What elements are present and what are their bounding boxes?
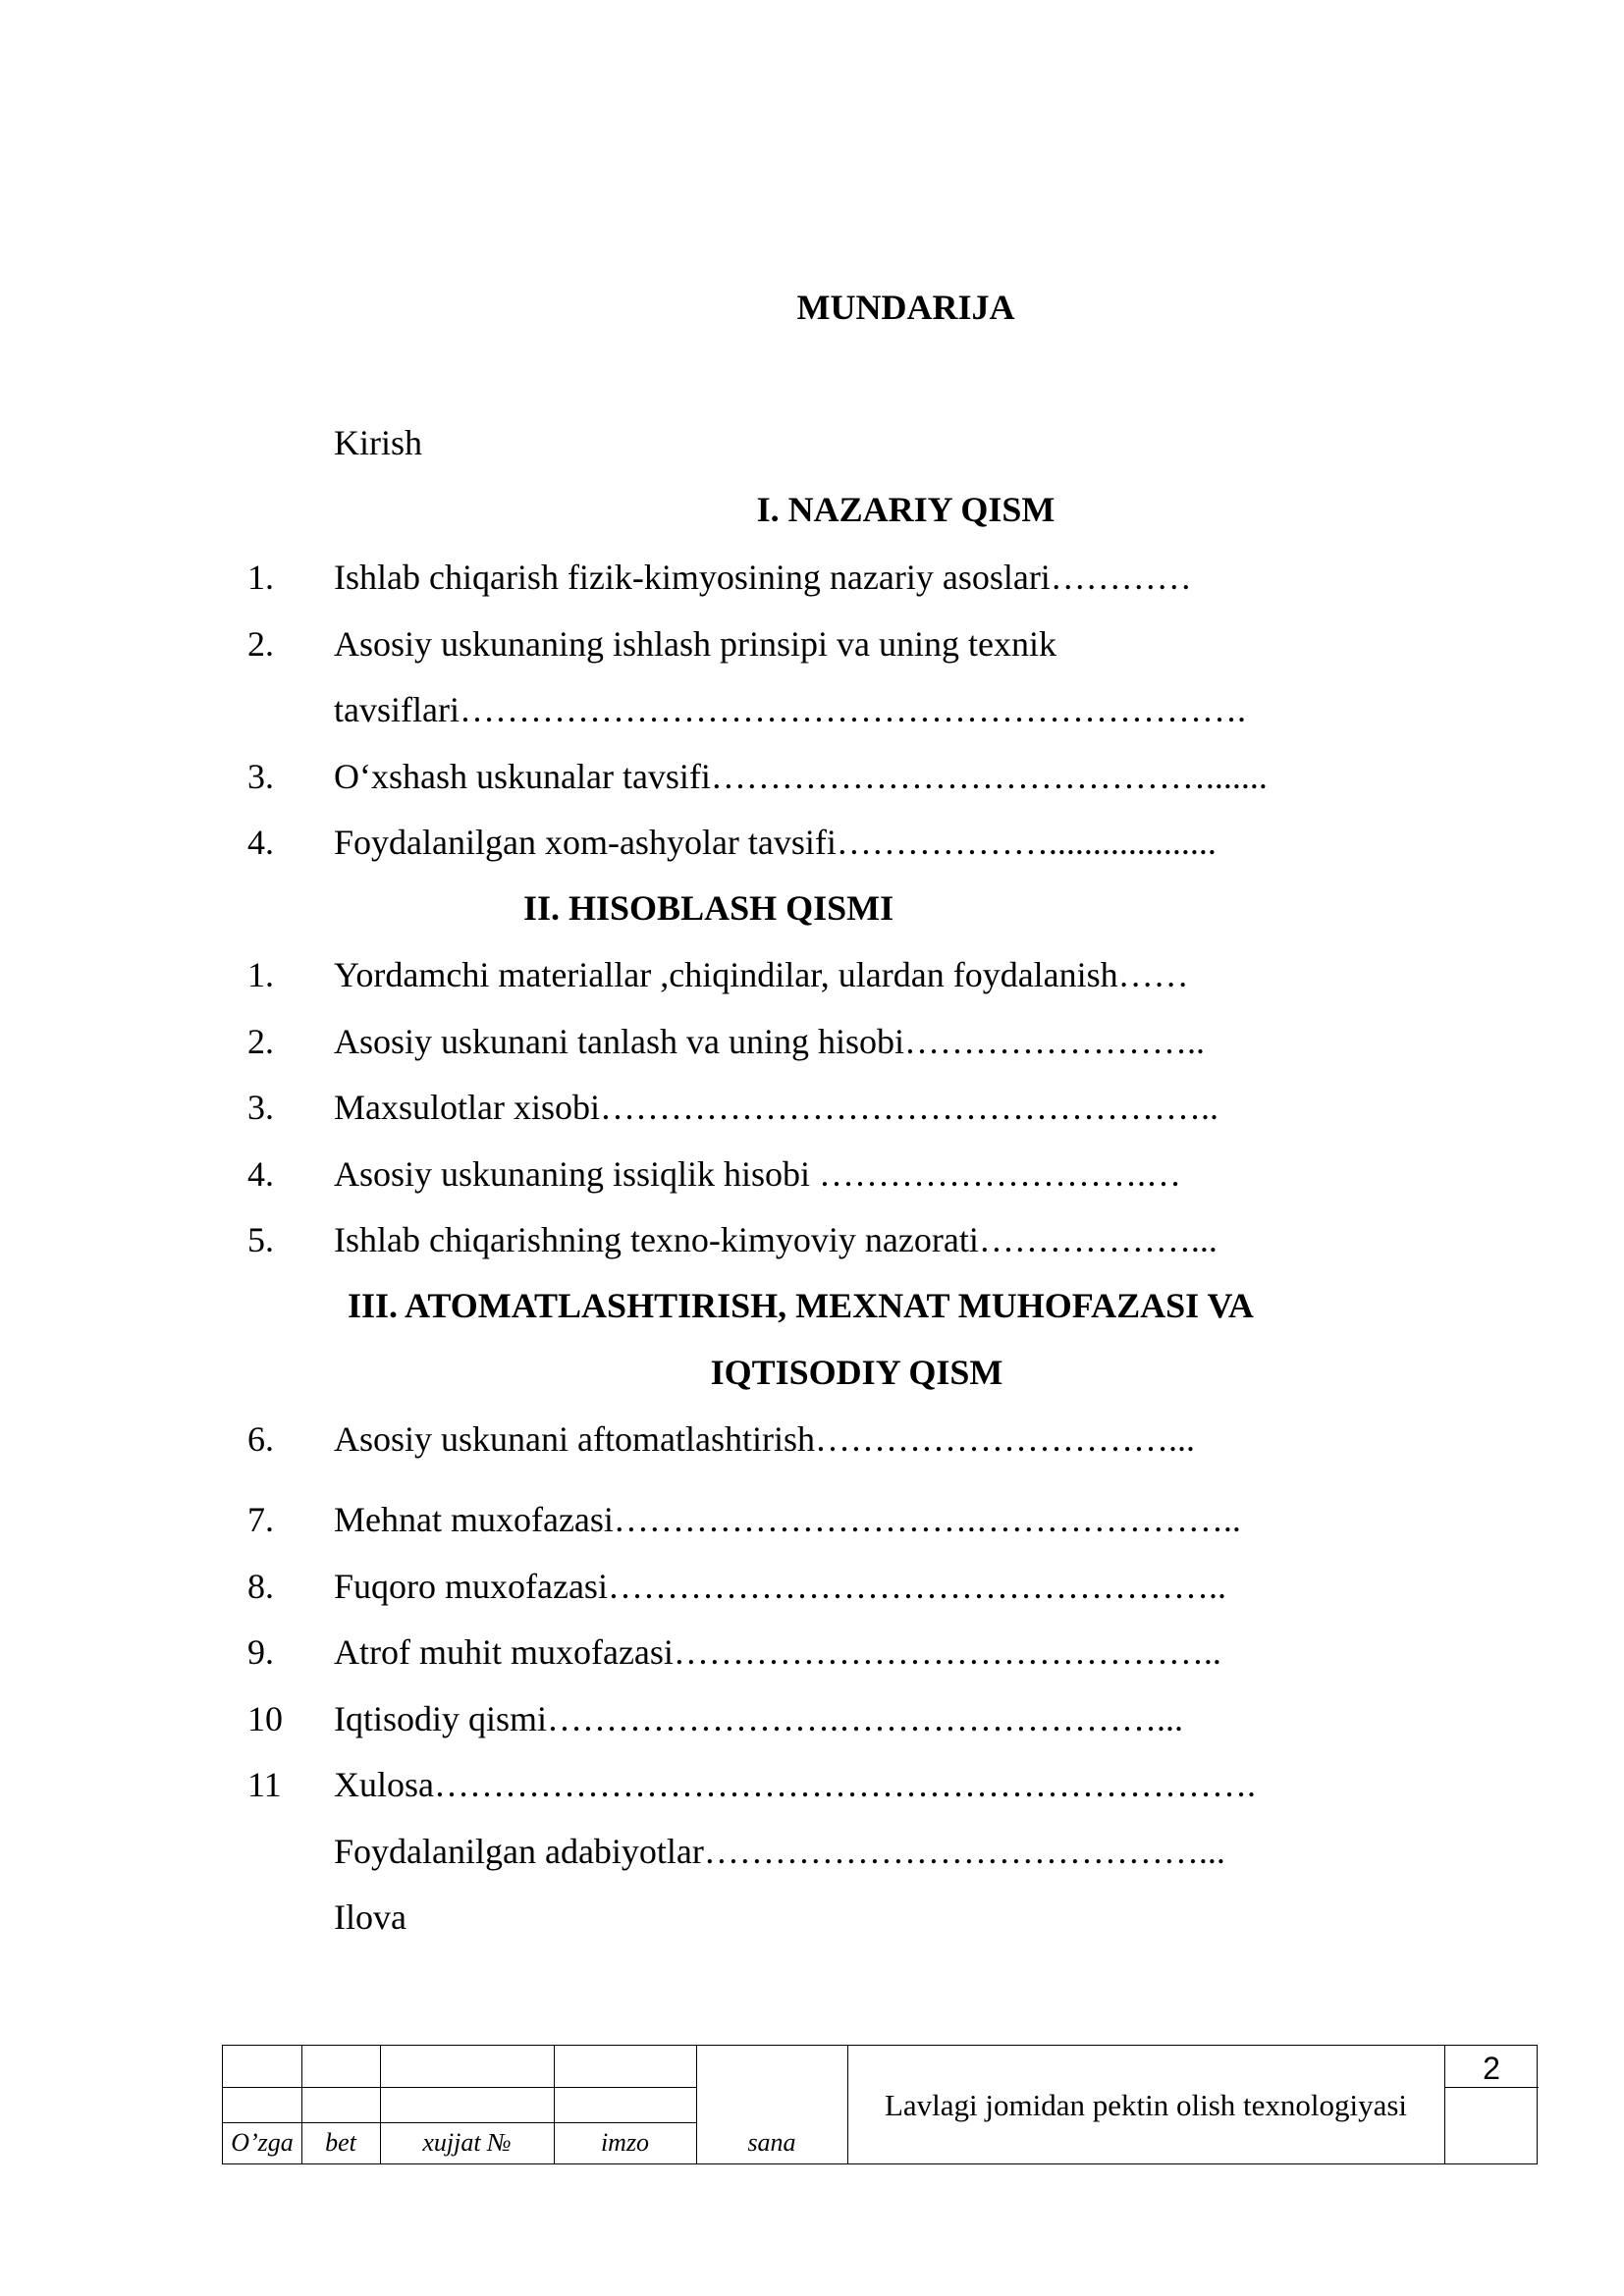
toc-entry — [0, 614, 1624, 673]
toc-entry-text: Asosiy uskunaning ishlash prinsipi va uning texnik — [334, 624, 1056, 664]
toc-entry-text: Foydalanilgan adabiyotlar……………………………………... — [334, 1832, 1225, 1871]
toc-entry-continued — [0, 680, 1624, 739]
toc-entry-text: Atrof muhit muxofazasi……………………………………….. — [334, 1632, 1221, 1672]
toc-entry-text: Ilova — [334, 1897, 406, 1937]
stamp-label-bet: bet — [325, 2128, 356, 2157]
toc-entry-number: 8. — [247, 1567, 274, 1606]
toc-entry — [0, 813, 1624, 872]
toc-entry-text: O‘xshash uskunalar tavsifi……………………………………....... — [334, 757, 1268, 796]
toc-entry-text: Asosiy uskunani tanlash va uning hisobi…………………….. — [334, 1022, 1205, 1061]
stamp-row-line — [223, 2122, 696, 2123]
project-title: Lavlagi jomidan pektin olish texnologiyasi — [884, 2088, 1408, 2122]
toc-entry-text: tavsiflari…………………………………………………………. — [334, 690, 1246, 729]
toc-entry-text: Asosiy uskunaning issiqlik hisobi ……………………….… — [334, 1154, 1182, 1194]
toc-entry — [0, 1410, 1624, 1468]
title-block-stamp — [222, 2045, 1538, 2164]
toc-entry-number: 2. — [247, 624, 274, 664]
toc-entry — [0, 1557, 1624, 1616]
toc-entry-number: 11 — [247, 1765, 282, 1804]
toc-entry-number: 1. — [247, 955, 274, 994]
toc-entry-text: Ishlab chiqarish fizik-kimyosining nazariy asoslari………… — [334, 558, 1192, 597]
stamp-label-signature: imzo — [600, 2128, 650, 2157]
toc-entry — [0, 1145, 1624, 1203]
toc-entry-text: Yordamchi materiallar ,chiqindilar, ulardan foydalanish…… — [334, 955, 1189, 994]
page-number: 2 — [1483, 2051, 1500, 2086]
section-heading-3: III. ATOMATLASHTIRISH, MEXNAT MUHOFAZASI VA — [348, 1286, 1254, 1325]
toc-entry — [0, 1210, 1624, 1269]
toc-entry-text: Iqtisodiy qismi…………………….………………………... — [334, 1699, 1184, 1738]
stamp-row-line — [1444, 2087, 1539, 2088]
section-heading-3-continued: IQTISODIY QISM — [710, 1353, 1003, 1392]
toc-entry — [0, 1490, 1624, 1549]
toc-entry — [0, 1078, 1624, 1137]
toc-entry — [0, 1888, 1624, 1947]
toc-entry — [0, 548, 1624, 607]
toc-entry-number: 3. — [247, 757, 274, 796]
toc-entry-text: Xulosa……………………………………………………………. — [334, 1765, 1256, 1804]
toc-entry — [0, 1689, 1624, 1748]
toc-entry-number: 4. — [247, 1154, 274, 1194]
section-heading-2: II. HISOBLASH QISMI — [523, 888, 894, 928]
stamp-label-document-number: xujjat № — [422, 2128, 512, 2157]
toc-entry-number: 5. — [247, 1220, 274, 1259]
toc-entry-number: 1. — [247, 558, 274, 597]
toc-entry-text: Kirish — [334, 423, 422, 462]
toc-entry-number: 3. — [247, 1088, 274, 1127]
toc-entry-number: 2. — [247, 1022, 274, 1061]
toc-entry-number: 10 — [247, 1699, 283, 1738]
toc-entry-text: Foydalanilgan xom-ashyolar tavsifi………………................... — [334, 823, 1217, 862]
stamp-label-date: sana — [747, 2128, 796, 2157]
toc-entry — [0, 1755, 1624, 1814]
toc-entry — [0, 1822, 1624, 1881]
toc-entry-number: 6. — [247, 1419, 274, 1459]
section-heading-1: I. NAZARIY QISM — [756, 490, 1056, 529]
toc-entry-number: 4. — [247, 823, 274, 862]
page-title: MUNDARIJA — [796, 288, 1015, 327]
toc-entry-text: Asosiy uskunani aftomatlashtirish…………………………... — [334, 1419, 1195, 1459]
toc-entry-intro — [0, 413, 1624, 472]
toc-entry — [0, 1012, 1624, 1071]
toc-entry-number: 7. — [247, 1500, 274, 1539]
toc-entry-number: 9. — [247, 1632, 274, 1672]
toc-entry — [0, 945, 1624, 1004]
toc-entry-text: Ishlab chiqarishning texno-kimyoviy nazorati………………... — [334, 1220, 1218, 1259]
toc-entry-text: Fuqoro muxofazasi…………………………………………….. — [334, 1567, 1226, 1606]
stamp-row-line — [223, 2087, 696, 2088]
toc-entry-text: Maxsulotlar xisobi…………………………………………….. — [334, 1088, 1218, 1127]
toc-entry-text: Mehnat muxofazasi………………………….………………….. — [334, 1500, 1241, 1539]
toc-entry — [0, 747, 1624, 806]
toc-entry — [0, 1623, 1624, 1682]
stamp-label-ozga: O’zga — [231, 2128, 294, 2157]
